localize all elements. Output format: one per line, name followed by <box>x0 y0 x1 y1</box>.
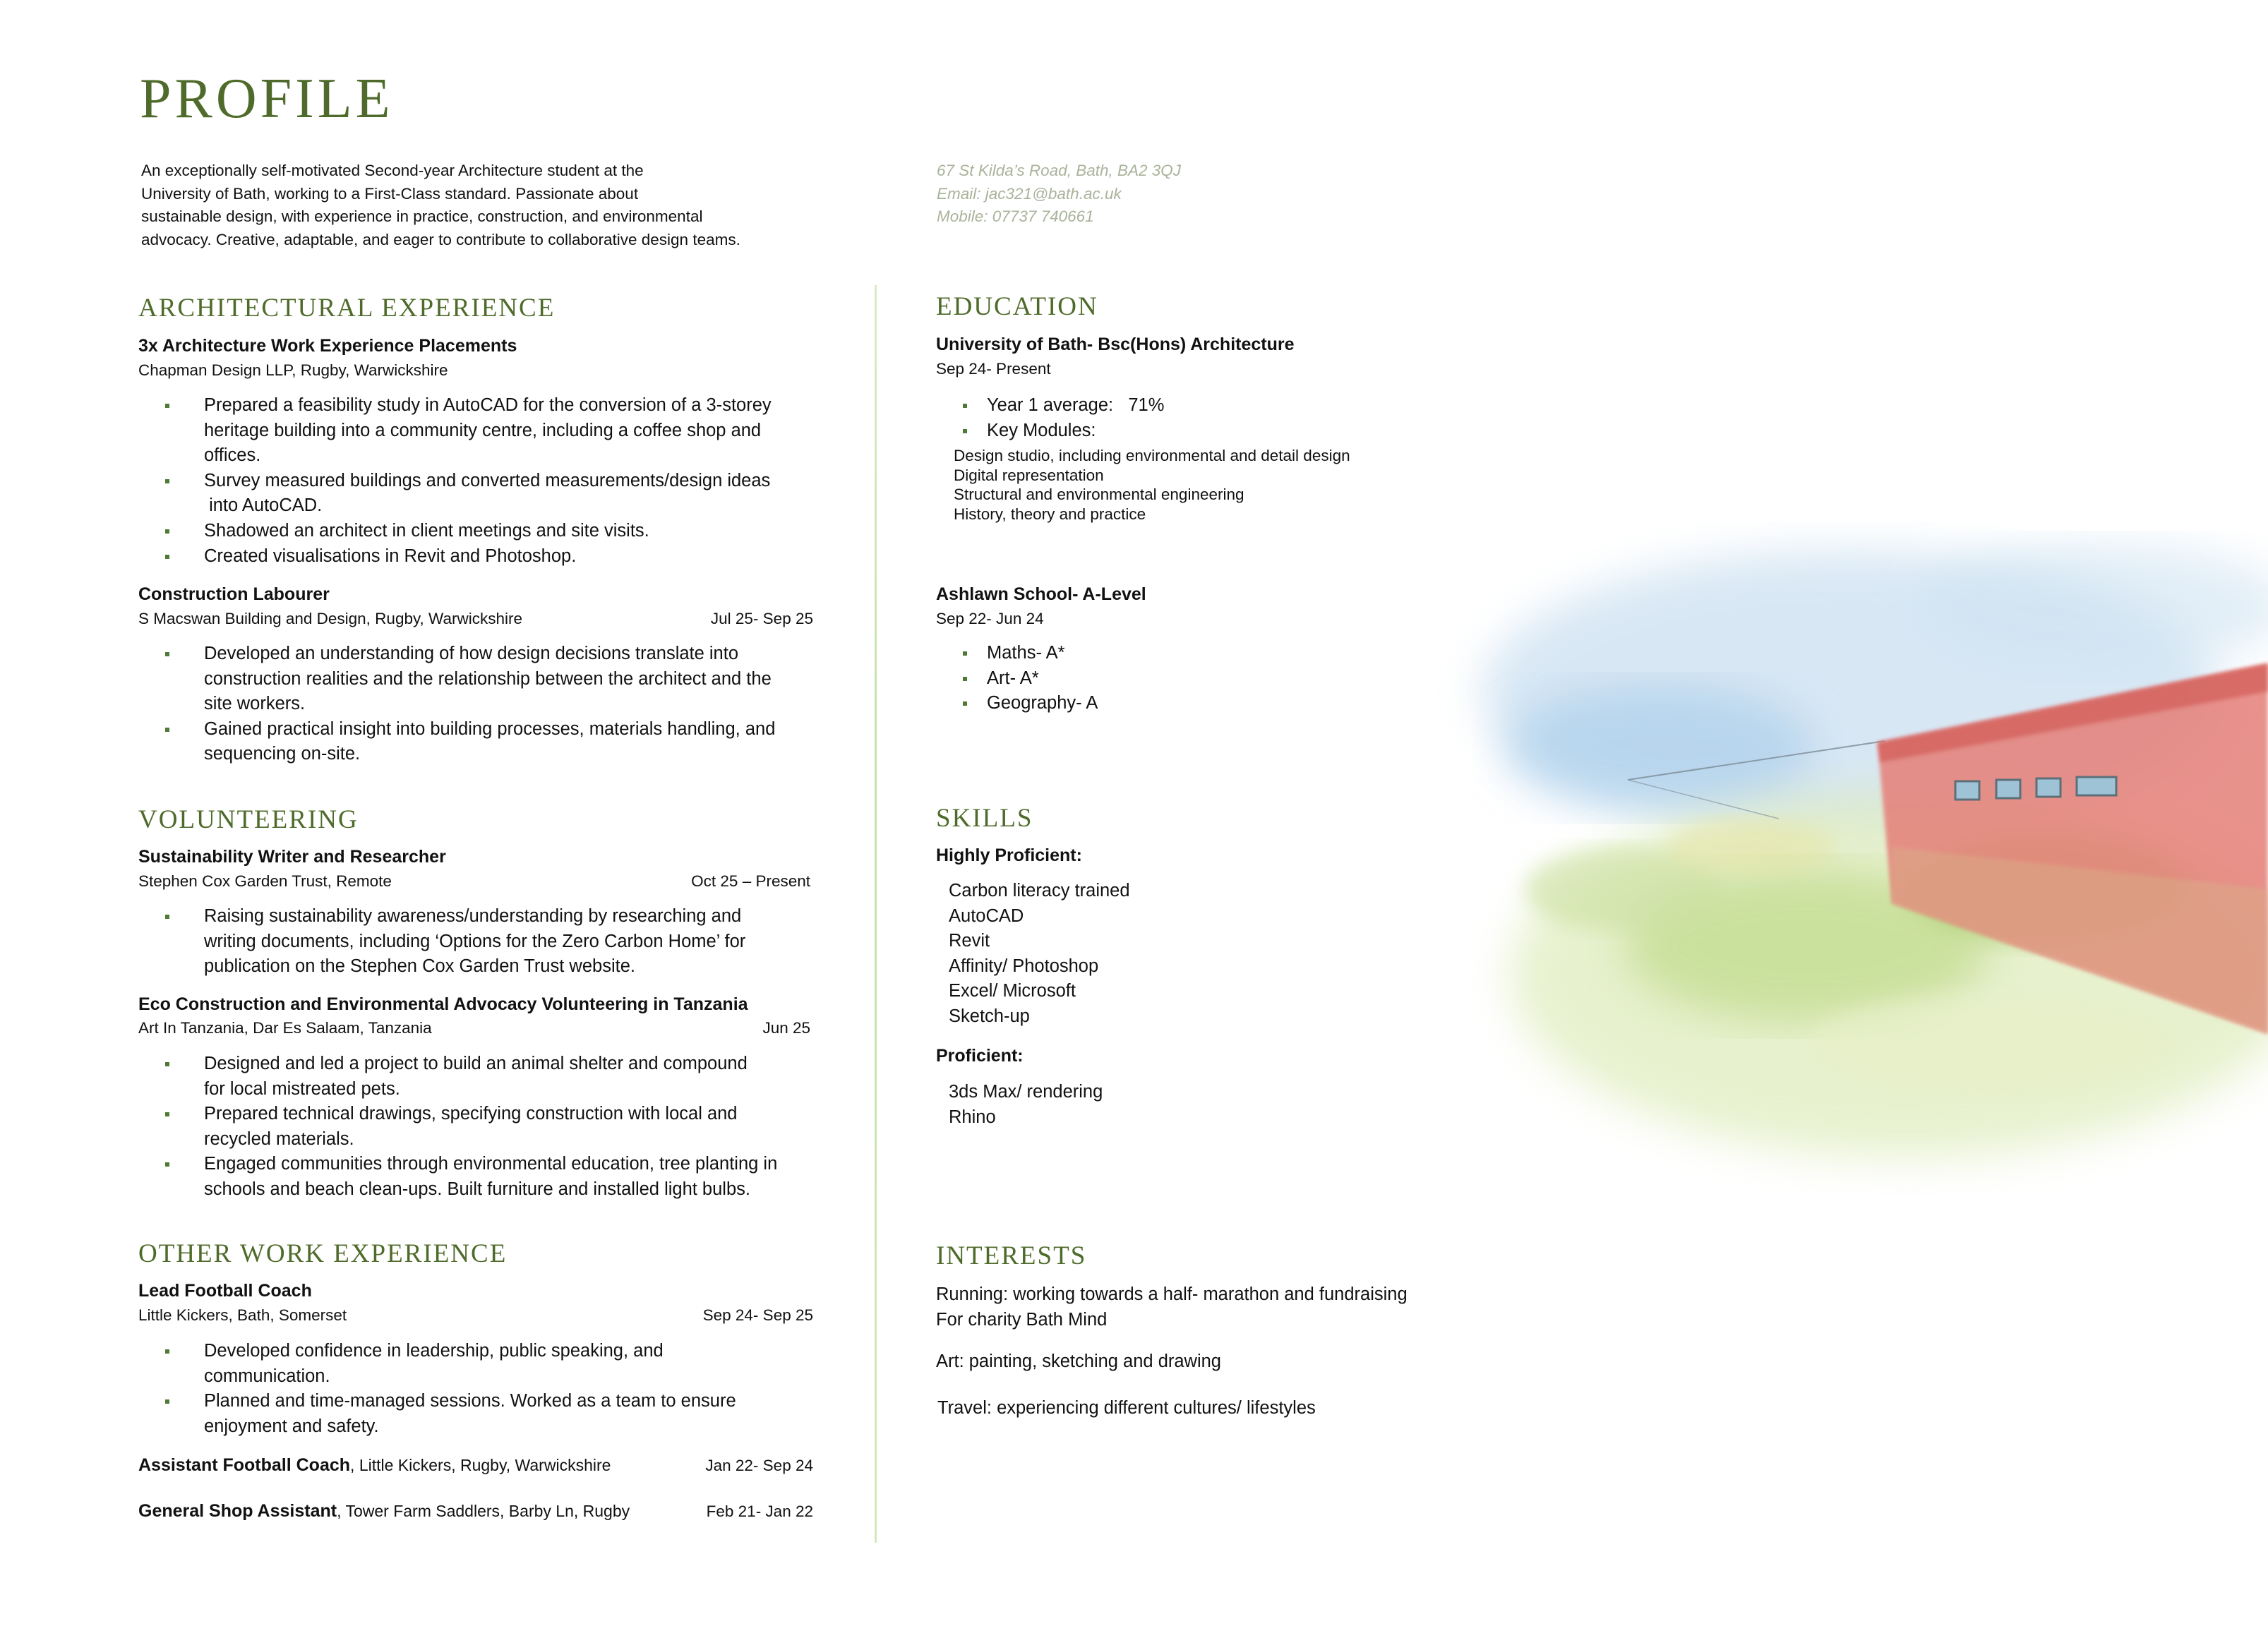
bullet-line: construction realities and the relationship between the architect and the <box>204 668 772 689</box>
entry-date: Sep 24- Sep 25 <box>702 1306 813 1324</box>
module-item: Digital representation <box>954 466 1104 484</box>
entry-title: Ashlawn School- A-Level <box>936 584 1146 604</box>
short-role-date: Feb 21- Jan 22 <box>706 1502 813 1520</box>
section-heading-skills: SKILLS <box>936 804 1033 833</box>
entry-bullets <box>138 904 887 980</box>
entry-date: Sep 22- Jun 24 <box>936 610 1044 627</box>
bullet-line: Gained practical insight into building processes, materials handling, and <box>204 718 776 739</box>
contact-address: 67 St Kilda’s Road, Bath, BA2 3QJ <box>937 162 1182 179</box>
skill-item: Carbon literacy trained <box>949 881 1130 901</box>
bullet-line: Created visualisations in Revit and Photoshop. <box>204 546 577 566</box>
bullet-line: Year 1 average: 71% <box>987 395 1165 415</box>
entry-bullets <box>138 1052 887 1203</box>
key-modules-list <box>954 446 1350 524</box>
entry-organisation: S Macswan Building and Design, Rugby, Warwickshire <box>138 610 522 627</box>
skill-item: Revit <box>949 931 990 951</box>
summary-line: advocacy. Creative, adaptable, and eager to contribute to collaborative design teams. <box>141 230 740 248</box>
summary-line: sustainable design, with experience in practice, construction, and environmental <box>141 207 703 225</box>
bullet-item <box>138 1102 887 1152</box>
entry-organisation: Little Kickers, Bath, Somerset <box>138 1306 347 1324</box>
bullet-line: sequencing on-site. <box>204 744 361 764</box>
skills-proficient-list <box>949 1080 1103 1130</box>
entry-title: University of Bath- Bsc(Hons) Architecture <box>936 335 1295 354</box>
education-bullets <box>936 641 1501 716</box>
bullet-line: enjoyment and safety. <box>204 1416 379 1436</box>
bullet-line: publication on the Stephen Cox Garden Trust website. <box>204 956 635 977</box>
bullet-line: communication. <box>204 1366 330 1386</box>
summary-line: An exceptionally self-motivated Second-year Architecture student at the <box>141 162 644 179</box>
skills-highly-proficient-label: Highly Proficient: <box>936 845 1082 865</box>
bullet-line: Prepared technical drawings, specifying construction with local and <box>204 1104 738 1124</box>
skills-proficient-label: Proficient: <box>936 1046 1024 1066</box>
section-heading-education: EDUCATION <box>936 292 1098 321</box>
module-item: Structural and environmental engineering <box>954 486 1244 504</box>
bullet-line: Designed and led a project to build an animal shelter and compound <box>204 1054 748 1073</box>
bullet-item <box>138 393 887 469</box>
bullet-item <box>936 691 1501 716</box>
entry-title: Eco Construction and Environmental Advocacy Volunteering in Tanzania <box>138 994 748 1014</box>
interest-line: For charity Bath Mind <box>936 1309 1108 1330</box>
skill-item: Excel/ Microsoft <box>949 981 1076 1001</box>
bullet-item <box>138 642 887 717</box>
entry-bullets <box>138 1339 887 1439</box>
entry-organisation: Stephen Cox Garden Trust, Remote <box>138 872 392 890</box>
skill-item: Affinity/ Photoshop <box>949 956 1099 976</box>
bullet-line: writing documents, including ‘Options for the Zero Carbon Home’ for <box>204 931 746 951</box>
bullet-line: Raising sustainability awareness/understanding by researching and <box>204 906 742 926</box>
short-role-date: Jan 22- Sep 24 <box>705 1457 813 1474</box>
skills-highly-proficient-list <box>949 879 1130 1030</box>
contact-mobile: Mobile: 07737 740661 <box>937 207 1094 225</box>
contact-email[interactable]: Email: jac321@bath.ac.uk <box>937 184 1122 203</box>
module-item: History, theory and practice <box>954 505 1146 524</box>
bullet-item <box>138 469 887 519</box>
skill-item: 3ds Max/ rendering <box>949 1082 1103 1102</box>
bullet-item <box>936 641 1501 666</box>
bullet-item <box>138 544 887 570</box>
bullet-line: offices. <box>204 445 261 466</box>
short-role <box>138 1502 630 1520</box>
bullet-line: schools and beach clean-ups. Built furniture and installed light bulbs. <box>204 1179 750 1199</box>
bullet-item <box>138 1052 887 1102</box>
bullet-line: Maths- A* <box>987 643 1065 663</box>
short-role <box>138 1457 611 1474</box>
bullet-item <box>936 666 1501 692</box>
page-title: PROFILE <box>140 68 394 130</box>
bullet-item <box>138 1389 887 1439</box>
watercolour-building-illustration <box>1412 395 2268 1242</box>
interests-text <box>936 1282 1408 1421</box>
bullet-item <box>138 904 887 980</box>
short-role-title: General Shop Assistant <box>138 1501 337 1521</box>
bullet-line: Geography- A <box>987 693 1098 713</box>
bullet-line: Developed an understanding of how design decisions translate into <box>204 644 739 663</box>
interest-line: Travel: experiencing different cultures/ lifestyles <box>937 1397 1316 1418</box>
summary-line: University of Bath, working to a First-Class standard. Passionate about <box>141 184 639 203</box>
education-bullets <box>936 393 1501 443</box>
entry-title: Sustainability Writer and Researcher <box>138 847 446 867</box>
entry-organisation: Art In Tanzania, Dar Es Salaam, Tanzania <box>138 1019 432 1037</box>
bullet-line: for local mistreated pets. <box>204 1078 400 1099</box>
skill-item: Rhino <box>949 1107 996 1127</box>
bullet-item <box>138 519 887 544</box>
bullet-line: into AutoCAD. <box>204 495 323 516</box>
bullet-line: recycled materials. <box>204 1128 354 1149</box>
section-heading-other-work-experience: OTHER WORK EXPERIENCE <box>138 1239 508 1268</box>
interest-line: Art: painting, sketching and drawing <box>936 1351 1221 1372</box>
entry-date: Jun 25 <box>762 1019 810 1037</box>
entry-bullets <box>138 393 887 569</box>
entry-title: Construction Labourer <box>138 584 330 604</box>
short-role-organisation: , Little Kickers, Rugby, Warwickshire <box>350 1456 611 1474</box>
entry-organisation: Chapman Design LLP, Rugby, Warwickshire <box>138 361 448 379</box>
bullet-line: site workers. <box>204 694 306 714</box>
bullet-item <box>138 717 887 767</box>
short-role-organisation: , Tower Farm Saddlers, Barby Ln, Rugby <box>337 1502 630 1520</box>
bullet-line: heritage building into a community centre, including a coffee shop and <box>204 420 762 440</box>
bullet-line: Planned and time-managed sessions. Worked as a team to ensure <box>204 1391 736 1411</box>
bullet-line: Art- A* <box>987 668 1039 688</box>
interest-line: Running: working towards a half- marathon and fundraising <box>936 1284 1408 1304</box>
skill-item: AutoCAD <box>949 905 1024 926</box>
bullet-line: Engaged communities through environmental education, tree planting in <box>204 1154 778 1174</box>
skill-item: Sketch-up <box>949 1006 1030 1026</box>
bullet-line: Key Modules: <box>987 420 1096 440</box>
bullet-line: Survey measured buildings and converted measurements/design ideas <box>204 470 771 490</box>
short-role-title: Assistant Football Coach <box>138 1455 351 1475</box>
bullet-item <box>138 1339 887 1389</box>
entry-title: 3x Architecture Work Experience Placements <box>138 336 517 356</box>
section-heading-interests: INTERESTS <box>936 1241 1087 1270</box>
entry-date: Oct 25 – Present <box>691 872 810 890</box>
entry-bullets <box>138 642 887 767</box>
section-heading-architectural-experience: ARCHITECTURAL EXPERIENCE <box>138 294 556 323</box>
bullet-item <box>936 418 1501 444</box>
bullet-line: Developed confidence in leadership, public speaking, and <box>204 1341 664 1361</box>
bullet-item <box>936 393 1501 418</box>
contact-block <box>937 159 1181 229</box>
entry-date: Jul 25- Sep 25 <box>710 610 813 627</box>
section-heading-volunteering: VOLUNTEERING <box>138 805 359 834</box>
bullet-line: Prepared a feasibility study in AutoCAD for the conversion of a 3-storey <box>204 395 772 415</box>
profile-summary <box>141 159 847 251</box>
module-item: Design studio, including environmental and detail design <box>954 447 1350 464</box>
entry-date: Sep 24- Present <box>936 360 1051 378</box>
bullet-item <box>138 1152 887 1202</box>
entry-title: Lead Football Coach <box>138 1281 312 1301</box>
bullet-line: Shadowed an architect in client meetings and site visits. <box>204 520 649 541</box>
